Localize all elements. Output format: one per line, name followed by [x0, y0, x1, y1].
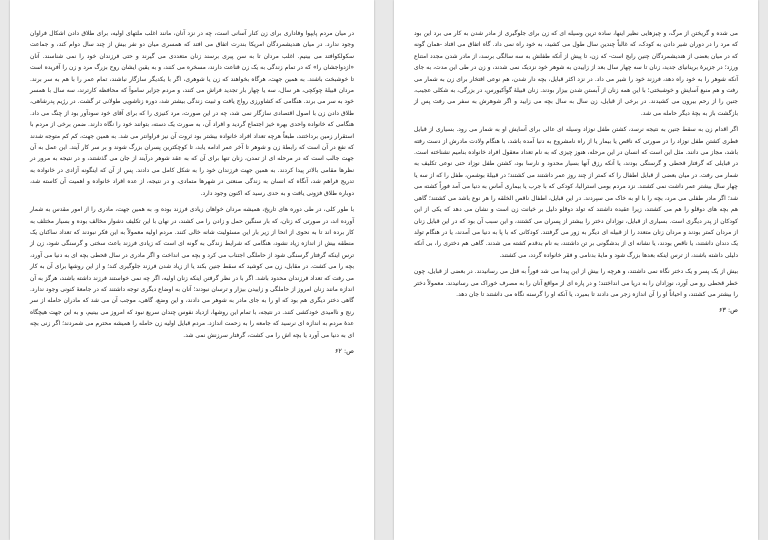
- right-page: [394, 0, 758, 540]
- paragraph: با طور کلی، در طی دوره های تاریخ، همیشه مردان خواهان زیادی فرزند بوده و، به همین جهت، مادری را از امور مقدس به شمار آورده اند، در صورتی که زنان، که بار سنگین حمل و زادن را می کشند، در نهان با این تکلیف دشوار مخالف بوده و بسیار مختلف به کار برده اند تا به نحوی از انحا از زیر بار این مسئولیت شانه خالی کنند. مردم اولیه معمولاً به این فکر نبودند که تعداد ساکنان یک منطقه بیش از اندازه زیاد نشود، هنگامی که شرایط زندگی به گونه ای است که زیادی فرزند باعث سختی و گرسنگی شود، زن از ترس اینکه گرفتار گرسنگی شود از حاملگی اجتناب می کرد و بچه می انداخت و اگر مادری در سال قحطی بچه ای به دنیا می آورد، بچه را می کشت. در مقابل، زن می کوشید که سقط جنین بکند یا از زیاد شدن فرزند جلوگیری کند؛ و از این روشها برای آن به کار می رفت که تعداد فرزندان محدود باشد. اگر با در نظر گرفتن اینکه زنان اولیه، اگر چه نمی خواستند فرزند داشته باشند، هرگز به آن اندازه مانند زنان امروز از حاملگی و زاییدن بیزار و ترسان نبودند؛ آنان به اوضاع دیگری توجه داشتند که در جامعهٔ کنونی وجود ندارد. گاهی دختر دیگری هم بود که او را به جای مادر به شوهر می دادند، و این وضع، گاهی، موجب آن می شد که مادران حامله از سر رنج و ناامیدی خودکشی کنند. در نتیجه، با تمام این روشها، ازدیاد نفوس چندان سریع نبود که امروز می بینیم، و به این جهت هیچگاه عدهٔ مردم به اندازه ای نرسید که جامعه را به زحمت اندازد. مردم قبایل اولیه زن حامله را همیشه محترم می شمردند؛ اگر زنی بچه ای به دنیا می آورد یا بچه اش را می کشت، گرفتار سرزنش نمی شد.: [30, 206, 354, 339]
- right-page-text: [414, 28, 738, 317]
- paragraph: بیش از یک پسر و یک دختر نگاه نمی داشتند، و هرچه را بیش از این پیدا می شد فوراً به قتل می رسانیدند. در بعضی از قبایل، چون خطر قحطی رو می آورد، نوزادان را به دریا می انداختند؛ و در پاره ای از مواقع آنان را به مصرف خوراک می رسانیدند. معمولاً دختر را بیشتر می کشتند، و احیاناً او را آن اندازه زجر می دادند تا بمیرد، یا آنکه او را گرسنه نگاه می داشتند تا جان دهد.: [414, 268, 738, 298]
- paragraph: اگر اقدام زن به سقط جنین به نتیجه نرسد، کشتن طفل نوزاد وسیله ای عالی برای آسایش او به شمار می رود. بسیاری از قبایل فطری کشتن طفل نوزاد را در صورتی که ناقص یا بیمار یا از راه نامشروع به دنیا آمده باشد، با هنگام ولادت مادرش از دست رفته باشد، مجاز می دانند. مثل این است که انسان در این مرحله، هنوز چیزی که به نام تعداد معقول افراد خانواده بنامیم نشناخته است. در قبایلی که گرفتار قحطی و گرسنگی بودند، یا آنکه رزق آنها بسیار محدود و نارسا بود، کشتن طفل نوزاد حتی نوعی تکلیف به شمار می رفت. در میان بعضی از قبایل اطفال را که کمتر از چند روز عمر داشتند می کشتند؛ در قبیلهٔ بوشمن، طفل را که از سه یا چهار سال بیشتر عمر داشت نمی کشتند. نزد مردم بومی استرالیا، کودکی که با جرب یا بیماری آماس به دنیا می آمد فوراً کشته می شد؛ اگر مادر طفلی می مرد، بچه را با او به خاک می سپردند. در این قبایل، اطفال ناقص الخلقه را هر نوع باشد می کشتند؛ گاهی هم بچه های دوقلو را هم می کشتند، زیرا عقیده داشتند که تولد دوقلو دلیل بر خیانت زن است و نشان می دهد که یکی از این کودکان از پدر دیگری است. بسیاری از قبایل، نوزادان دختر را بیشتر از پسران می کشتند، و این سبب آن بود که در این قبایل زنان از مردان کمتر بودند و مردان زنان متعدد را از قبیله ای دیگر به زور می گرفتند. کودکانی که با پا به دنیا می آمدند، یا در هنگام تولد یک دندان داشتند، یا ناقص بودند، یا نشانه ای از بدشگونی بر تن داشتند، به نام بدقدم کشته می شدند. گاهی هم دختری را، بی آنکه دلیلی داشته باشند، از ترس اینکه بعدها بزرگ شود و مایهٔ بدنامی و فقر خانواده گردد، می کشتند.: [414, 126, 738, 259]
- paragraph: می شده و گریختن از مرگ، و چیزهایی نظیر اینها، ساده ترین وسیله ای که زن برای جلوگیری از مادر شدن به کار می برد این بود که مرد را در دوران شیر دادن به کودک، که غالباً چندین سال طول می کشید، به خود راه نمی داد. گاه اتفاق می افتاد -همان گونه که در میان بعضی از هندیشمردگان چنین رایج است- که زن، تا پیش از آنکه طفلش به سه سالگی برسد، از مادر شدن مجدد امتناع ورزد؛ در جزیرهٔ برینانیای جدید، زنان تا سه چهار سال بعد از زاییدن به شوهر خود نزدیک نمی شدند، و زن در طی این مدت، به جای آنکه شوهر را به خود راه دهد، فرزند خود را شیر می داد. در نزد اکثر قبایل، بچه دار شدن، هم نوعی افتخار برای زن به شمار می رفت و هم منبع آسایش و خوشبختی؛ با این همه زنان از آبستن شدن بیزار بودند. زنان قبیلهٔ گوآکیورس، در بزرگی، به شکلی عجیب، جنین را از رحم بیرون می کشیدند. در برخی از قبایل، زن سال به سال بچه می زایید و اگر شوهرش به سفر می رفت پس از بازگشت باز به بچهٔ دیگر حامله می شد.: [414, 30, 738, 117]
- page-number: ص: ۶۳: [718, 306, 738, 315]
- paragraph: در میان مردم پایپوا وفاداری برای زن کنار آسانی است، چه در نزد آنان، مانند اغلب ملتهای اولیه، برای طلاق دادن اشکال فراوان وجود ندارد. در میان هندیشمردگان امریکا بندرت اتفاق می افتد که همسری میان دو نفر بیش از چند سال دوام کند، و جماعت سکولکوافتد می بینیم. اغلب مردان تا به سن پیری برسند زنان متعددی می گیرند و حتی فرزندان خود را نمی شناسند. آنان «ازدواجشان را» که در تمام زندگی به یک زن قناعت دارند، مسخره می کنند، و به یقین ایشان روح بزرگ مرد و زن را آفریده است تا خوشبخت باشند. به همین جهت، هرگاه بخواهند که زن یا شوهری، اگر با یکدیگر سازگار نباشند، تمام عمر را با هم به سر برند. مردان قبیلهٔ چوکچی، هر سال، سه یا چهار بار تجدید فراش می کنند، و مردم جزایر ساموآ که محافظه کارترند، سه سال با همسر خود به سر می برند. هنگامی که کشاورزی رواج یافت و ثبیت زندگی بیشتر شد، دوره زناشویی طولانی تر گشت. در رژیم پدرشاهی، طلاق دادن زن با اصول اقتصادی سازگار نمی شد، چه در این صورت، مرد کنیزی را که برای آقای خود سودآور بود از چنگ می داد. هنگامی که خانواده واحدی بهره خیز اجتماع گردید و افراد آن، به صورت یک دسته، بتوانند خود را نگاه دارند. ضمن برخی از مردم با استقرار زمین برداختند، طبعاً هرچه تعداد افراد خانواده بیشتر بود ثروت آن نیز فراوانتر می شد. به همین جهت، کم کم متوجه شدند که نفع در آن است که رابطهٔ زن و شوهر تا آخر عمر ادامه یابد، تا کوچکترین پسران بزرگ شوند و بر سر کار آیند. این عمل به آن جهت جالب است که در مرحله ای از تمدن، زنان تنها برای آن که به عقد شوهر درآیند از جان می گذشتند، و در نتیجه به مرور در نظرها مقامی بالاتر پیدا کردند. به همین جهت فرزندان خود را به شکل کامل می دادند. پس از آن که اینگونه آزادی در خانواده به تدریج فراهم شد، آنگاه که انسان به زندگی صنعتی در شهرها متمادی، و در نتیجه، از عده افراد خانواده و اهمیت آن کاسته شد، دوباره طلاق فزونی یافت و به حدی رسید که اکنون وجود دارد.: [30, 30, 354, 197]
- left-page-text: [30, 28, 354, 357]
- left-page: [10, 0, 374, 540]
- page-number: ص: ۶۲: [334, 346, 354, 355]
